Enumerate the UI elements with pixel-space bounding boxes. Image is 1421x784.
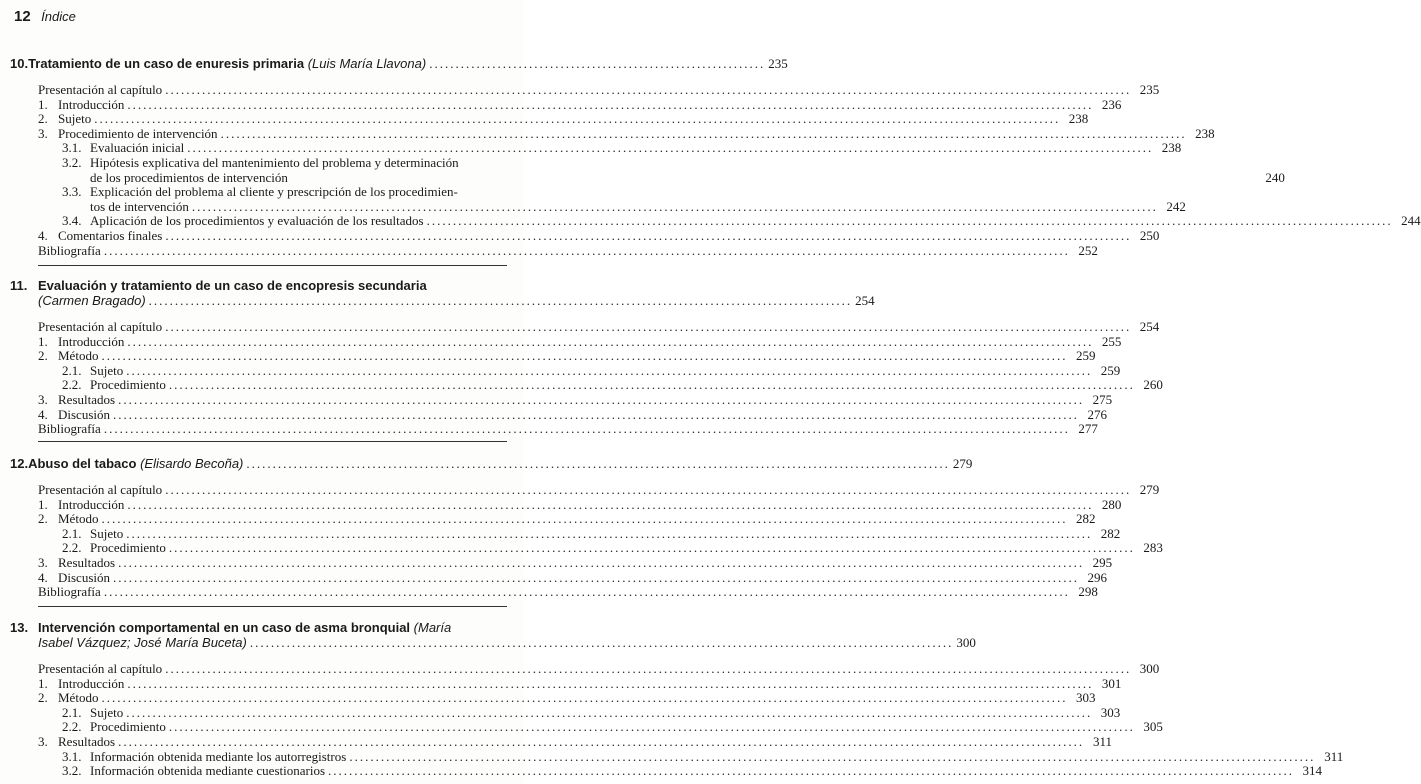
toc-subentry-cont: tos de intervención ..... 242 [10,200,507,215]
chapter-number: 11. [10,278,28,293]
toc-subentry: 2.2. Procedimiento ..... 305 [10,720,507,735]
toc-entry: 3. Resultados ..... 295 [10,556,507,571]
chapter-title-cont: Isabel Vázquez; José María Buceta) ...................................................................................................................................... 300 [38,635,976,650]
running-title: Índice [41,9,76,24]
chapter-title-cont: (Carmen Bragado) ...................................................................................................................................... 254 [38,293,875,308]
toc-entry-presentacion: Presentación al capítulo ..... 235 [10,83,507,98]
chapter-10 [10,56,1421,258]
toc-entry: 1. Introducción ..... 301 [10,677,507,692]
toc-subentry: 3.3. Explicación del problema al cliente y prescripción de los procedimien- [62,184,458,200]
toc-subentry: 2.1. Sujeto ..... 282 [10,527,507,542]
chapter-title-row [10,278,507,293]
toc-entry: 3. Procedimiento de intervención ..... 238 [10,127,507,142]
chapter-author: (Luis María Llavona) [307,56,427,71]
chapter-title: Tratamiento de un caso de enuresis primaria (Luis María Llavona) [28,56,427,71]
chapter-page: 300 [956,635,976,650]
toc-subentry: 2.1. Sujeto ..... 303 [10,706,507,721]
toc-entry-bibliografia: Bibliografía ..... 252 [10,244,507,259]
chapter-author: (Elisardo Becoña) [140,456,244,471]
toc-subentry: 3.2. Hipótesis explicativa del mantenimiento del problema y determinación [62,154,459,170]
chapter-title: Evaluación y tratamiento de un caso de encopresis secundaria [38,278,427,293]
toc-subentry: 2.2. Procedimiento ..... 283 [10,541,507,556]
chapter-12 [10,456,1163,600]
toc-subentry: 2.2. Procedimiento ..... 260 [10,378,507,393]
toc-subentry: 3.2. Información obtenida mediante cuestionarios ..... 314 [10,764,507,779]
chapter-author-line1: (María [413,620,452,635]
toc-subentry: 3.1. Información obtenida mediante los autorregistros ..... 311 [10,750,507,765]
chapter-number: 10. [10,56,29,71]
toc-subentry-cont: de los procedimientos de intervención 240 [90,169,1285,185]
chapter-number: 13. [10,620,29,635]
chapter-title-row: 12. Abuso del tabaco (Elisardo Becoña) ...................................................................................................................................... 279 [10,456,973,471]
toc-entry: 4. Discusión ..... 296 [10,571,507,586]
toc-entry: 2. Método ..... 259 [10,349,507,364]
toc-list [10,82,1421,258]
page-number: 12 [14,8,31,25]
toc-list [10,319,1163,437]
chapter-13 [10,620,1344,779]
toc-entry-bibliografia: Bibliografía ..... 298 [10,585,507,600]
toc-entry: 2. Sujeto ..... 238 [10,112,507,127]
toc-entry-presentacion: Presentación al capítulo ..... 254 [10,320,507,335]
chapter-author-line2: Isabel Vázquez; José María Buceta) [38,635,247,650]
chapter-page: 279 [952,456,973,471]
toc-entry: 3. Resultados ..... 275 [10,393,507,408]
section-divider [38,441,507,442]
toc-entry: 3. Resultados ..... 311 [10,735,507,750]
section-divider [38,265,507,266]
toc-entry: 1. Introducción ..... 280 [10,498,507,513]
toc-entry: 4. Discusión ..... 276 [10,408,507,423]
chapter-11 [10,278,1163,437]
section-divider [38,606,507,607]
toc-entry-bibliografia: Bibliografía ..... 277 [10,422,507,437]
toc-entry: 1. Introducción ..... 236 [10,98,507,113]
chapter-page: 235 [768,56,788,71]
toc-subentry: 3.4. Aplicación de los procedimientos y evaluación de los resultados ..... 244 [10,214,507,229]
chapter-number: 12. [10,456,29,471]
toc-subentry: 2.1. Sujeto ..... 259 [10,364,507,379]
chapter-title: Intervención comportamental en un caso de asma bronquial [38,620,411,635]
toc-list [10,661,1344,779]
toc-entry: 2. Método ..... 282 [10,512,507,527]
toc-entry-presentacion: Presentación al capítulo ..... 279 [10,483,507,498]
chapter-title-row [10,620,507,635]
chapter-title-row: 10. Tratamiento de un caso de enuresis primaria (Luis María Llavona) ................................................................ 235 [10,56,788,71]
chapter-author: (Carmen Bragado) [38,293,146,308]
toc-entry: 2. Método ..... 303 [10,691,507,706]
toc-entry: 4. Comentarios finales ..... 250 [10,229,507,244]
toc-subentry: 3.1. Evaluación inicial ..... 238 [10,141,507,156]
toc-entry-presentacion: Presentación al capítulo ..... 300 [10,662,507,677]
chapter-title: Abuso del tabaco (Elisardo Becoña) [28,456,244,471]
running-head [14,8,76,26]
chapter-page: 254 [855,293,875,308]
toc-entry: 1. Introducción ..... 255 [10,335,507,350]
toc-list [10,482,1163,600]
